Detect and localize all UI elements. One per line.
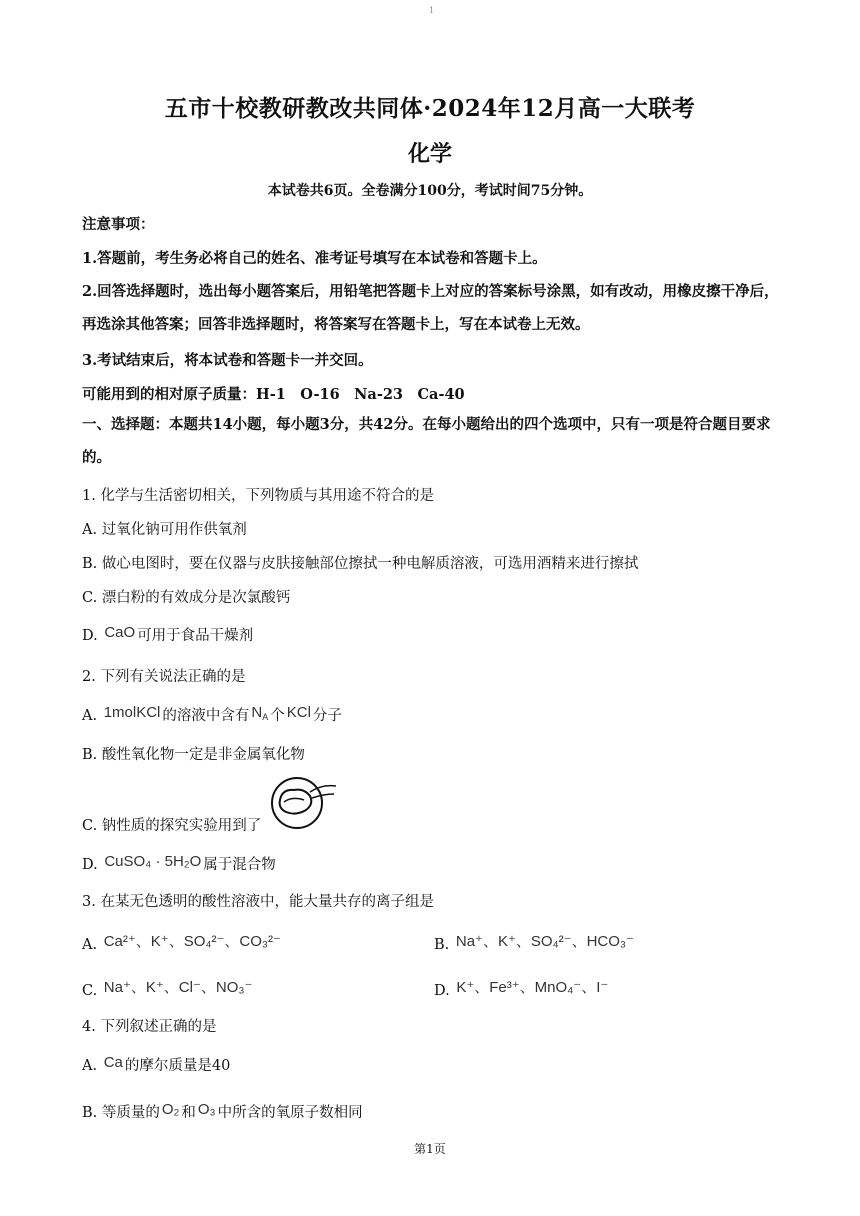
formula-na: $N_A$ xyxy=(251,704,269,722)
page-marker: 1 xyxy=(429,6,435,15)
option-text: 属于混合物 xyxy=(203,857,276,873)
question-4-option-a xyxy=(82,1054,782,1075)
question-2-option-c: C. 钠性质的探究实验用到了 xyxy=(82,818,262,834)
page-footer: 第1页 xyxy=(414,1142,446,1156)
formula-ca: Ca xyxy=(103,1054,123,1071)
question-4-option-b xyxy=(82,1101,782,1122)
ion-group-b: Na⁺、K⁺、SO₄²⁻、HCO₃⁻ xyxy=(455,933,634,950)
question-3-option-d xyxy=(434,976,610,999)
formula-cuso4-5h2o: CuSO₄ · 5H₂O xyxy=(104,853,202,870)
question-3-option-c xyxy=(82,976,254,999)
option-text-3: 分子 xyxy=(312,708,342,724)
note-item-1: 1.答题前，考生务必将自己的姓名、准考证号填写在本试卷和答题卡上。 xyxy=(82,250,547,267)
section-1-heading: 一、选择题：本题共14小题，每小题3分，共42分。在每小题给出的四个选项中，只有一项是符合题目要求的。 xyxy=(82,416,771,466)
formula-cao: CaO xyxy=(104,624,136,641)
formula-kcl: KCl xyxy=(286,704,311,721)
option-label: A. xyxy=(82,937,98,953)
question-2-option-d xyxy=(82,853,782,874)
question-2-option-b: B. 酸性氧化物一定是非金属氧化物 xyxy=(82,747,305,763)
question-4-stem: 4. 下列叙述正确的是 xyxy=(82,1019,217,1035)
question-1-option-d xyxy=(82,624,782,645)
option-text: 中所含的氧原子数相同 xyxy=(217,1105,363,1121)
option-text-mid: 和 xyxy=(181,1105,196,1121)
question-2-stem: 2. 下列有关说法正确的是 xyxy=(82,669,246,685)
question-3-option-b xyxy=(434,930,636,953)
option-label: D. xyxy=(82,628,98,644)
atomic-masses: 可能用到的相对原子质量：H-1 O-16 Na-23 Ca-40 xyxy=(82,386,465,403)
question-1-option-a: A. 过氧化钠可用作供氧剂 xyxy=(82,522,247,538)
page-title: 五市十校教研教改共同体·2024年12月高一大联考 xyxy=(164,95,696,122)
option-label: B. 等质量的 xyxy=(82,1105,160,1121)
note-item-3: 3.考试结束后，将本试卷和答题卡一并交回。 xyxy=(82,352,373,369)
formula-o2: O₂ xyxy=(161,1101,180,1118)
option-label: D. xyxy=(434,983,450,999)
question-3-stem: 3. 在某无色透明的酸性溶液中，能大量共存的离子组是 xyxy=(82,894,434,910)
option-label: D. xyxy=(82,857,98,873)
option-label: A. xyxy=(82,708,98,724)
burning-spoon-icon xyxy=(270,776,340,830)
ion-group-c: Na⁺、K⁺、Cl⁻、NO₃⁻ xyxy=(103,979,253,996)
ion-group-d: K⁺、Fe³⁺、MnO₄⁻、I⁻ xyxy=(456,979,609,996)
formula-o3: O₃ xyxy=(197,1101,216,1118)
option-label: C. xyxy=(82,983,98,999)
option-label: B. xyxy=(434,937,450,953)
option-text: 的摩尔质量是40 xyxy=(124,1058,231,1074)
ion-group-a: Ca²⁺、K⁺、SO₄²⁻、CO₃²⁻ xyxy=(103,933,281,950)
question-1-stem: 1. 化学与生活密切相关，下列物质与其用途不符合的是 xyxy=(82,488,434,504)
option-text: 可用于食品干燥剂 xyxy=(137,628,254,644)
question-1-option-b: B. 做心电图时，要在仪器与皮肤接触部位擦拭一种电解质溶液，可选用酒精来进行擦拭 xyxy=(82,556,639,572)
question-3-option-a xyxy=(82,930,283,953)
option-text-1: 的溶液中含有 xyxy=(162,708,250,724)
formula-1mol-kcl: 1molKCl xyxy=(103,704,161,721)
option-label: A. xyxy=(82,1058,98,1074)
subject-title: 化学 xyxy=(407,141,452,167)
option-text-2: 个 xyxy=(270,708,285,724)
notes-heading: 注意事项： xyxy=(82,216,155,233)
question-1-option-c: C. 漂白粉的有效成分是次氯酸钙 xyxy=(82,590,291,606)
exam-info: 本试卷共6页。全卷满分100分，考试时间75分钟。 xyxy=(267,183,593,199)
note-item-2: 2.回答选择题时，选出每小题答案后，用铅笔把答题卡上对应的答案标号涂黑，如有改动，用橡皮擦干净后，再选涂其他答案；回答非选择题时，将答案写在答题卡上，写在本试卷上无效。 xyxy=(82,283,779,333)
question-2-option-a xyxy=(82,704,782,725)
